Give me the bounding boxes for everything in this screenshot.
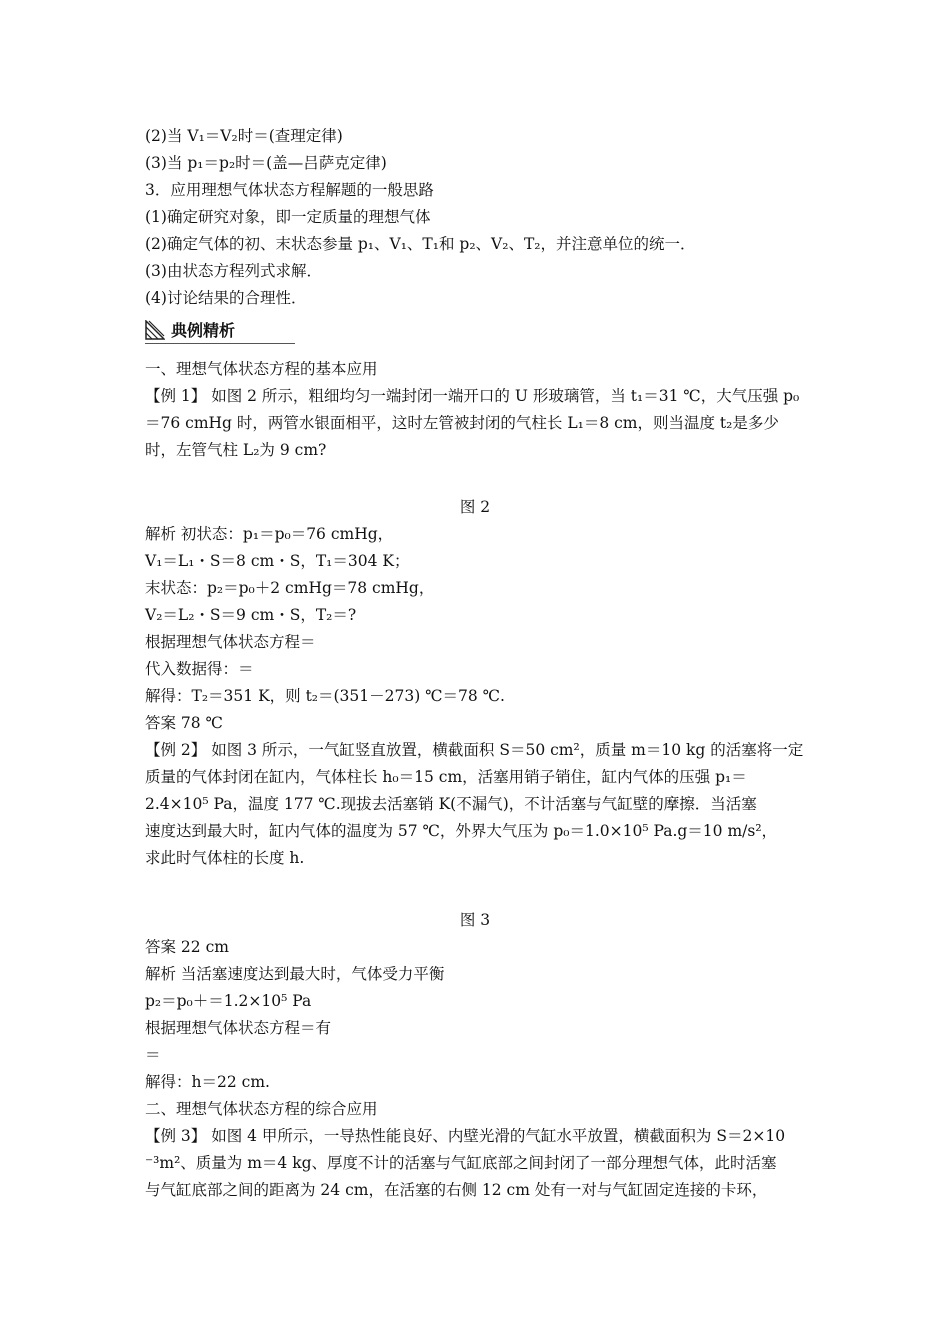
text-line: V₁＝L₁・S＝8 cm・S，T₁＝304 K； [145, 552, 410, 570]
text-line: (4)讨论结果的合理性． [145, 289, 307, 307]
text-line: 【例 3】 如图 4 甲所示，一导热性能良好、内壁光滑的气缸水平放置，横截面积为 S＝2×10 [145, 1127, 786, 1145]
text-line: 解析 初状态：p₁＝p₀＝76 cmHg， [145, 525, 394, 543]
text-line: ＝76 cmHg 时，两管水银面相平，这时左管被封闭的气柱长 L₁＝8 cm，则当温度 t₂是多少 [145, 414, 779, 432]
text-line: 代入数据得：＝ [145, 660, 254, 678]
text-line: 与气缸底部之间的距离为 24 cm，在活塞的右侧 12 cm 处有一对与气缸固定连接的卡环， [145, 1181, 768, 1199]
text-line: (2)当 V₁＝V₂时＝(查理定律) [145, 127, 343, 145]
text-line: 速度达到最大时，缸内气体的温度为 57 ℃，外界大气压为 p₀＝1.0×10⁵ Pa.g＝10 m/s²， [145, 822, 778, 840]
text-line: (3)由状态方程列式求解． [145, 262, 322, 280]
section-title: 一、理想气体状态方程的基本应用 [145, 360, 378, 378]
section-heading [145, 318, 295, 342]
heading-underline [145, 343, 295, 344]
text-line: 解得：T₂＝351 K，则 t₂＝(351－273) ℃＝78 ℃. [145, 687, 505, 705]
text-line: 质量的气体封闭在缸内，气体柱长 h₀＝15 cm，活塞用销子销住，缸内气体的压强 p₁＝ [145, 768, 747, 786]
heading-label: 典例精析 [171, 321, 236, 340]
text-line: 3．应用理想气体状态方程解题的一般思路 [145, 181, 434, 199]
text-line: (2)确定气体的初、末状态参量 p₁、V₁、T₁和 p₂、V₂、T₂，并注意单位的统一． [145, 235, 696, 253]
text-line: (1)确定研究对象，即一定质量的理想气体 [145, 208, 431, 226]
text-line: 根据理想气体状态方程＝有 [145, 1019, 332, 1037]
text-line: 解析 当活塞速度达到最大时，气体受力平衡 [145, 965, 445, 983]
text-line: 解得：h＝22 cm. [145, 1073, 270, 1091]
hatched-triangle-icon [145, 320, 165, 340]
text-line: 时，左管气柱 L₂为 9 cm? [145, 441, 327, 459]
text-line: ＝ [145, 1046, 161, 1064]
figure-caption: 图 3 [459, 911, 491, 929]
text-line: 根据理想气体状态方程＝ [145, 633, 316, 651]
section-title: 二、理想气体状态方程的综合应用 [145, 1100, 378, 1118]
text-line: 【例 2】 如图 3 所示，一气缸竖直放置，横截面积 S＝50 cm²，质量 m＝10 kg 的活塞将一定 [145, 741, 804, 759]
text-line: 求此时气体柱的长度 h. [145, 849, 305, 867]
text-line: 末状态：p₂＝p₀＋2 cmHg＝78 cmHg， [145, 579, 435, 597]
text-line: p₂＝p₀＋＝1.2×10⁵ Pa [145, 992, 312, 1010]
text-line: 答案 78 ℃ [145, 714, 223, 732]
text-line: 答案 22 cm [145, 938, 229, 956]
text-line: ⁻³m²、质量为 m＝4 kg、厚度不计的活塞与气缸底部之间封闭了一部分理想气体，此时活塞 [145, 1154, 777, 1172]
text-line: 2.4×10⁵ Pa，温度 177 ℃.现拔去活塞销 K(不漏气)，不计活塞与气缸壁的摩擦．当活塞 [145, 795, 757, 813]
figure-caption: 图 2 [459, 498, 491, 516]
text-line: (3)当 p₁＝p₂时＝(盖—吕萨克定律) [145, 154, 387, 172]
text-line: 【例 1】 如图 2 所示，粗细均匀一端封闭一端开口的 U 形玻璃管，当 t₁＝31 ℃，大气压强 p₀ [145, 387, 800, 405]
text-line: V₂＝L₂・S＝9 cm・S，T₂＝? [145, 606, 357, 624]
